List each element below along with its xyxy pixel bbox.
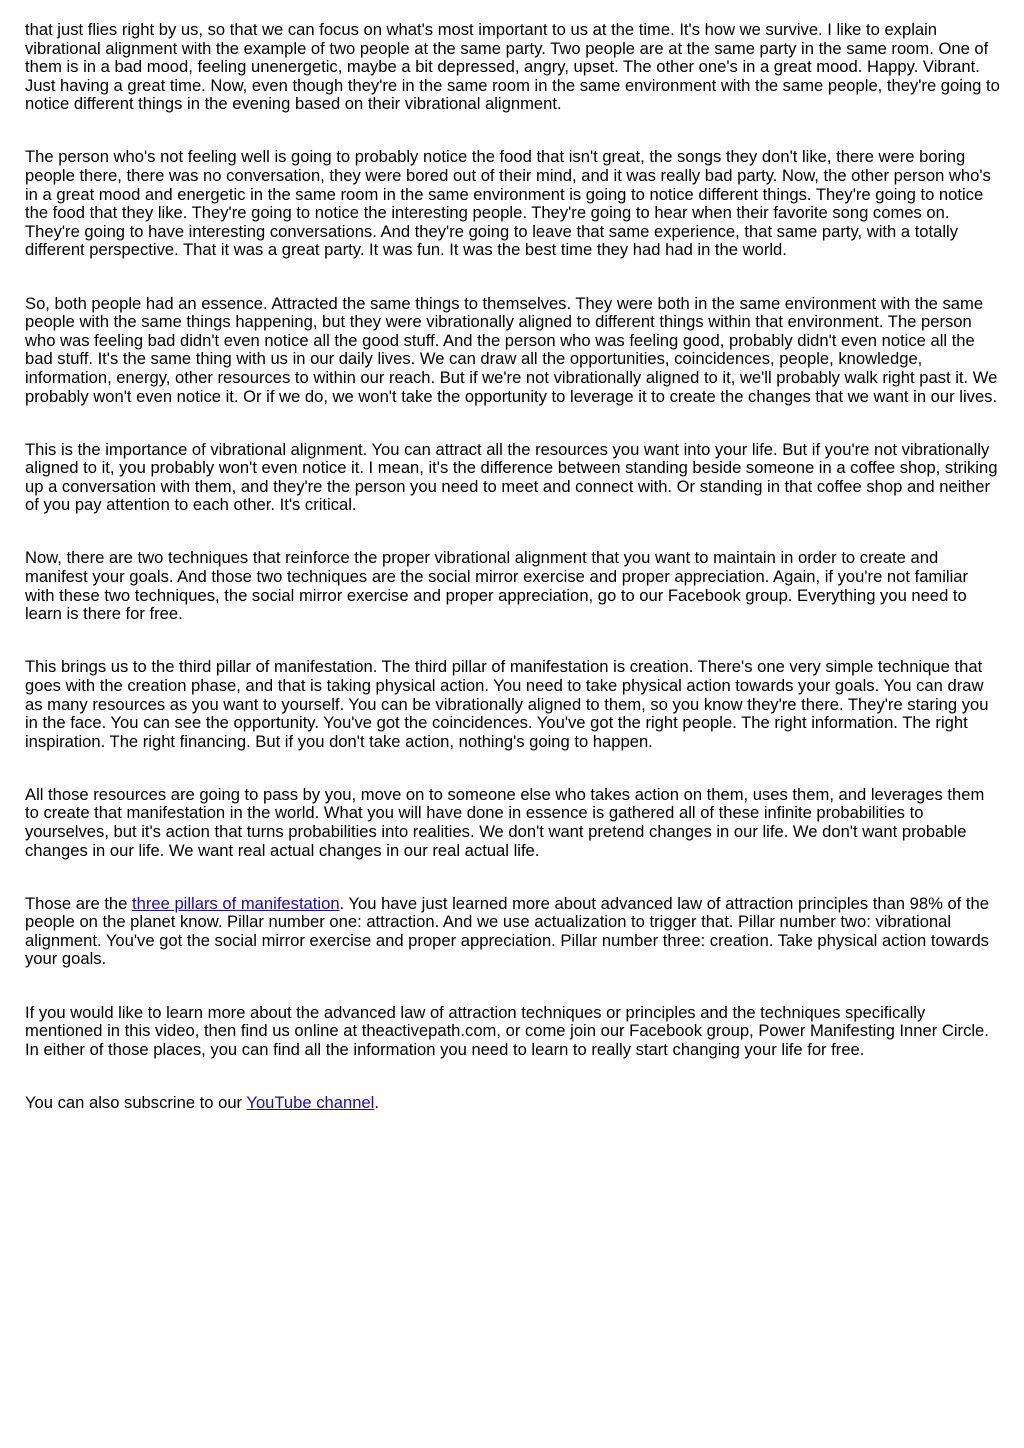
paragraph-two-techniques: Now, there are two techniques that reinforce the proper vibrational alignment that you want to maintain in order to create and manifest your goals. And those two techniques are the social mirror exercise and proper appreciation. Again, if you're not familiar with these two techniques, the social mirror exercise and proper appreciation, go to our Facebook group. Everything you need to learn is there for free.	[25, 548, 969, 624]
three-pillars-link[interactable]: three pillars of manifestation	[132, 893, 340, 913]
youtube-channel-link[interactable]: YouTube channel	[246, 1092, 375, 1112]
paragraph-subscribe	[25, 1094, 1002, 1113]
paragraph-vibrational-alignment-intro: that just flies right by us, so that we can focus on what's most important to us at the time. It's how we survive. I like to explain vibrational alignment with the example of two people at the same party. Two people are at the same party in the same room. One of them is in a bad mood, feeling unenergetic, maybe a bit depressed, angry, upset. The other one's in a great mood. Happy. Vibrant. Just having a great time. Now, even though they're in the same room in the same environment with the same people, they're going to notice different things in the evening based on their vibrational alignment.	[25, 20, 1000, 114]
paragraph-resources-pass-by: All those resources are going to pass by you, move on to someone else who takes action on them, uses them, and leverages them to create that manifestation in the world. What you will have done in essence is gathered all of these infinite probabilities to yourselves, but it's action that turns probabilities into realities. We don't want pretend changes in our life. We don't want probable changes in our life. We want real actual changes in our real actual life.	[25, 784, 985, 860]
pillars-text-after: . You have just learned more about advanced law of attraction principles than 98% of the people on the planet know. Pillar number one: attraction. And we use actualization to trigger that. Pillar number two: vibrational alignment. You've got the social mirror exercise and proper appreciation. Pillar number three: creation. Take physical action towards your goals.	[25, 893, 989, 969]
paragraph-both-people-essence: So, both people had an essence. Attracted the same things to themselves. They were both in the same environment with the same people with the same things happening, but they were vibrationally aligned to different things within that environment. The person who was feeling bad didn't even notice all the good stuff. And the person who was feeling good, probably didn't even notice all the bad stuff. It's the same thing with us in our daily lives. We can draw all the opportunities, coincidences, people, knowledge, information, energy, other resources to within our reach. But if we're not vibrationally aligned to it, we'll probably walk right past it. We probably won't even notice it. Or if we do, we won't take the opportunity to leverage it to create the changes that we want in our lives.	[25, 293, 998, 406]
pillars-text-before: Those are the	[25, 893, 133, 913]
paragraph-party-perspective: The person who's not feeling well is going to probably notice the food that isn't great, the songs they don't like, there were boring people there, there was no conversation, they were bored out of their mind, and it was really bad party. Now, the other person who's in a great mood and energetic in the same room in the same environment is going to notice different things. They're going to notice the food that they like. They're going to notice the interesting people. They're going to hear when their favorite song comes on. They're going to have interesting conversations. And they're going to leave that same experience, that same party, with a totally different perspective. That it was a great party. It was fun. It was the best time they had had in the world.	[25, 147, 991, 260]
paragraph-importance-of-alignment: This is the importance of vibrational alignment. You can attract all the resources you want into your life. But if you're not vibrationally aligned to it, you probably won't even notice it. I mean, it's the difference between standing beside someone in a coffee shop, striking up a conversation with them, and they're the person you need to meet and connect with. Or standing in that coffee shop and neither of you pay attention to each other. It's critical.	[25, 439, 998, 515]
subscribe-text-before: You can also subscrine to our	[25, 1092, 247, 1112]
paragraph-three-pillars-summary	[25, 895, 1002, 969]
paragraph-third-pillar: This brings us to the third pillar of manifestation. The third pillar of manifestation is creation. There's one very simple technique that goes with the creation phase, and that is taking physical action. You need to take physical action towards your goals. You can draw as many resources as you want to yourself. You can be vibrationally aligned to them, so you know they're there. They're staring you in the face. You can see the opportunity. You've got the coincidences. You've got the right people. The right information. The right inspiration. The right financing. But if you don't take action, nothing's going to happen.	[25, 657, 989, 751]
subscribe-text-after: .	[374, 1092, 379, 1112]
document-body	[25, 21, 1002, 1112]
paragraph-learn-more: If you would like to learn more about the advanced law of attraction techniques or principles and the techniques specifically mentioned in this video, then find us online at theactivepath.com, or come join our Facebook group, Power Manifesting Inner Circle. In either of those places, you can find all the information you need to learn to really start changing your life for free.	[25, 1002, 989, 1059]
